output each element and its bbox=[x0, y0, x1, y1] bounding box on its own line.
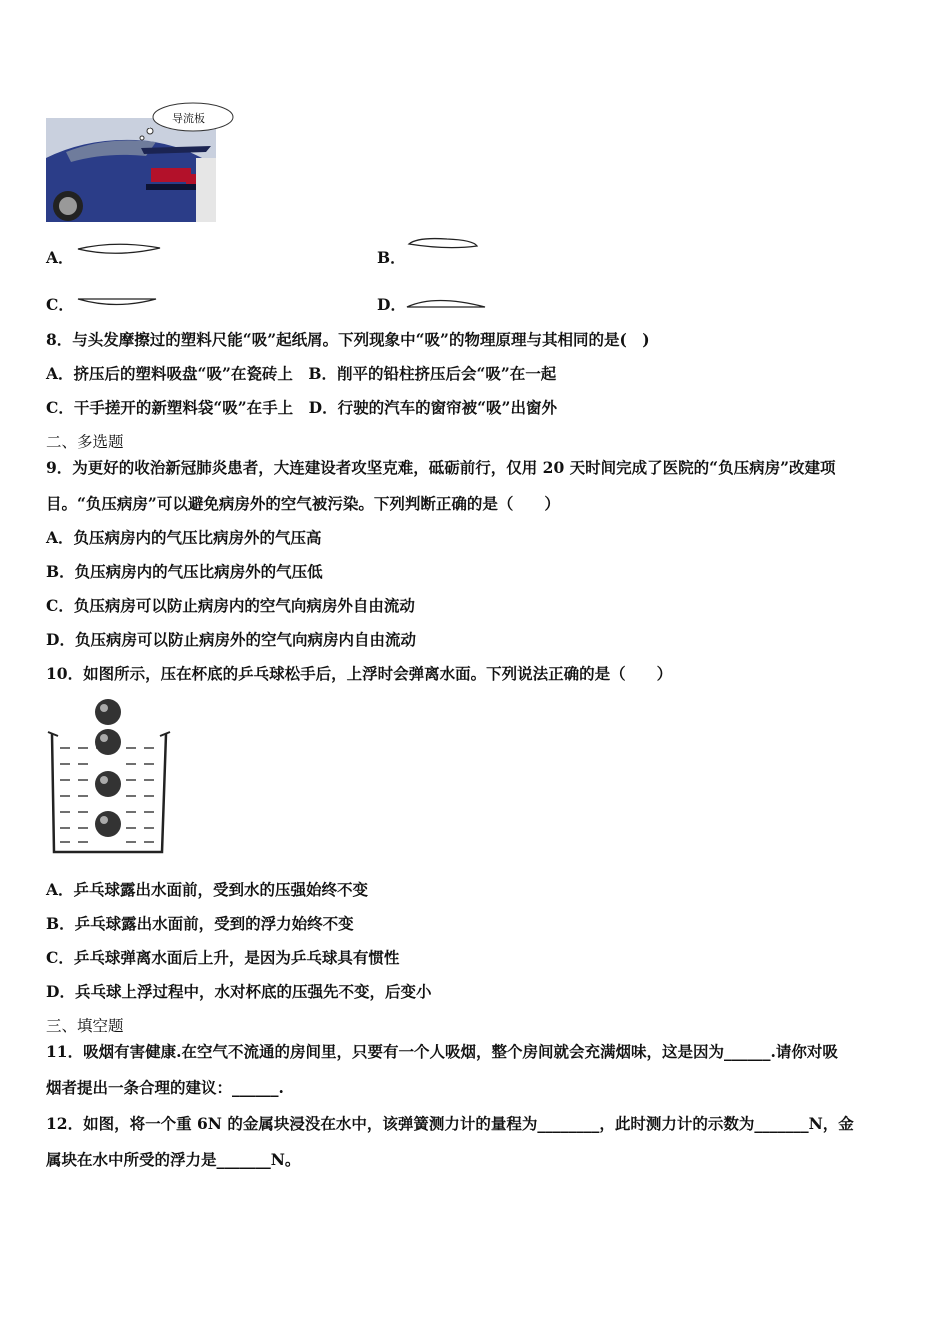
q9-stem-line2: 目。“负压病房”可以避免病房外的空气被污染。下列判断正确的是（ ） bbox=[46, 494, 560, 513]
q12-line2: 属块在水中所受的浮力是_______N。 bbox=[46, 1150, 301, 1169]
q9-option-d: D．负压病房可以防止病房外的空气向病房内自由流动 bbox=[46, 630, 416, 649]
q8-stem: 8．与头发摩擦过的塑料尺能“吸”起纸屑。下列现象中“吸”的物理原理与其相同的是( ) bbox=[46, 330, 650, 349]
q8-options-cd: C．干手搓开的新塑料袋“吸”在手上 D．行驶的汽车的窗帘被“吸”出窗外 bbox=[46, 398, 557, 417]
beaker-pingpong-figure bbox=[46, 696, 172, 858]
q9-option-c: C．负压病房可以防止病房内的空气向病房外自由流动 bbox=[46, 596, 415, 615]
q10-option-a: A．乒乓球露出水面前，受到水的压强始终不变 bbox=[46, 880, 369, 899]
q10-option-d: D．兵乓球上浮过程中，水对杯底的压强先不变，后变小 bbox=[46, 982, 432, 1001]
bubble-tail bbox=[136, 128, 156, 142]
airfoil-a-shape bbox=[76, 240, 162, 258]
q7-option-d-label: D． bbox=[377, 295, 406, 314]
q7-option-a-label: A． bbox=[46, 248, 74, 267]
q9-stem-line1: 9．为更好的收治新冠肺炎患者，大连建设者攻坚克难，砥砺前行，仅用 20 天时间完成了医院的“负压病房”改建项 bbox=[46, 458, 836, 477]
section-heading-multiple-choice: 二、多选题 bbox=[46, 433, 124, 451]
section-heading-fill-in: 三、填空题 bbox=[46, 1017, 124, 1035]
q11-line2: 烟者提出一条合理的建议：______. bbox=[46, 1078, 284, 1097]
airfoil-b-shape bbox=[407, 236, 479, 254]
q10-option-b: B．乒乓球露出水面前，受到的浮力始终不变 bbox=[46, 914, 354, 933]
q10-option-c: C．乒乓球弹离水面后上升，是因为乒乓球具有惯性 bbox=[46, 948, 400, 967]
pingpong-balls bbox=[95, 699, 121, 837]
q7-option-b-label: B． bbox=[377, 248, 406, 267]
q9-option-a: A．负压病房内的气压比病房外的气压高 bbox=[46, 528, 322, 547]
q8-options-ab: A．挤压后的塑料吸盘“吸”在瓷砖上 B．削平的铅柱挤压后会“吸”在一起 bbox=[46, 364, 557, 383]
airfoil-c-shape bbox=[76, 294, 158, 310]
q9-option-b: B．负压病房内的气压比病房外的气压低 bbox=[46, 562, 323, 581]
q12-line1: 12．如图，将一个重 6N 的金属块浸没在水中，该弹簧测力计的量程为________，此时测力计的示数为_______N，金 bbox=[46, 1114, 854, 1133]
q11-line1: 11．吸烟有害健康.在空气不流通的房间里，只要有一个人吸烟，整个房间就会充满烟味，这是因为______.请你对吸 bbox=[46, 1042, 838, 1061]
bubble-label: 导流板 bbox=[172, 112, 205, 125]
airfoil-d-shape bbox=[405, 294, 487, 310]
q7-option-c-label: C． bbox=[46, 295, 74, 314]
q10-stem: 10．如图所示，压在杯底的乒乓球松手后，上浮时会弹离水面。下列说法正确的是（ ） bbox=[46, 664, 673, 683]
